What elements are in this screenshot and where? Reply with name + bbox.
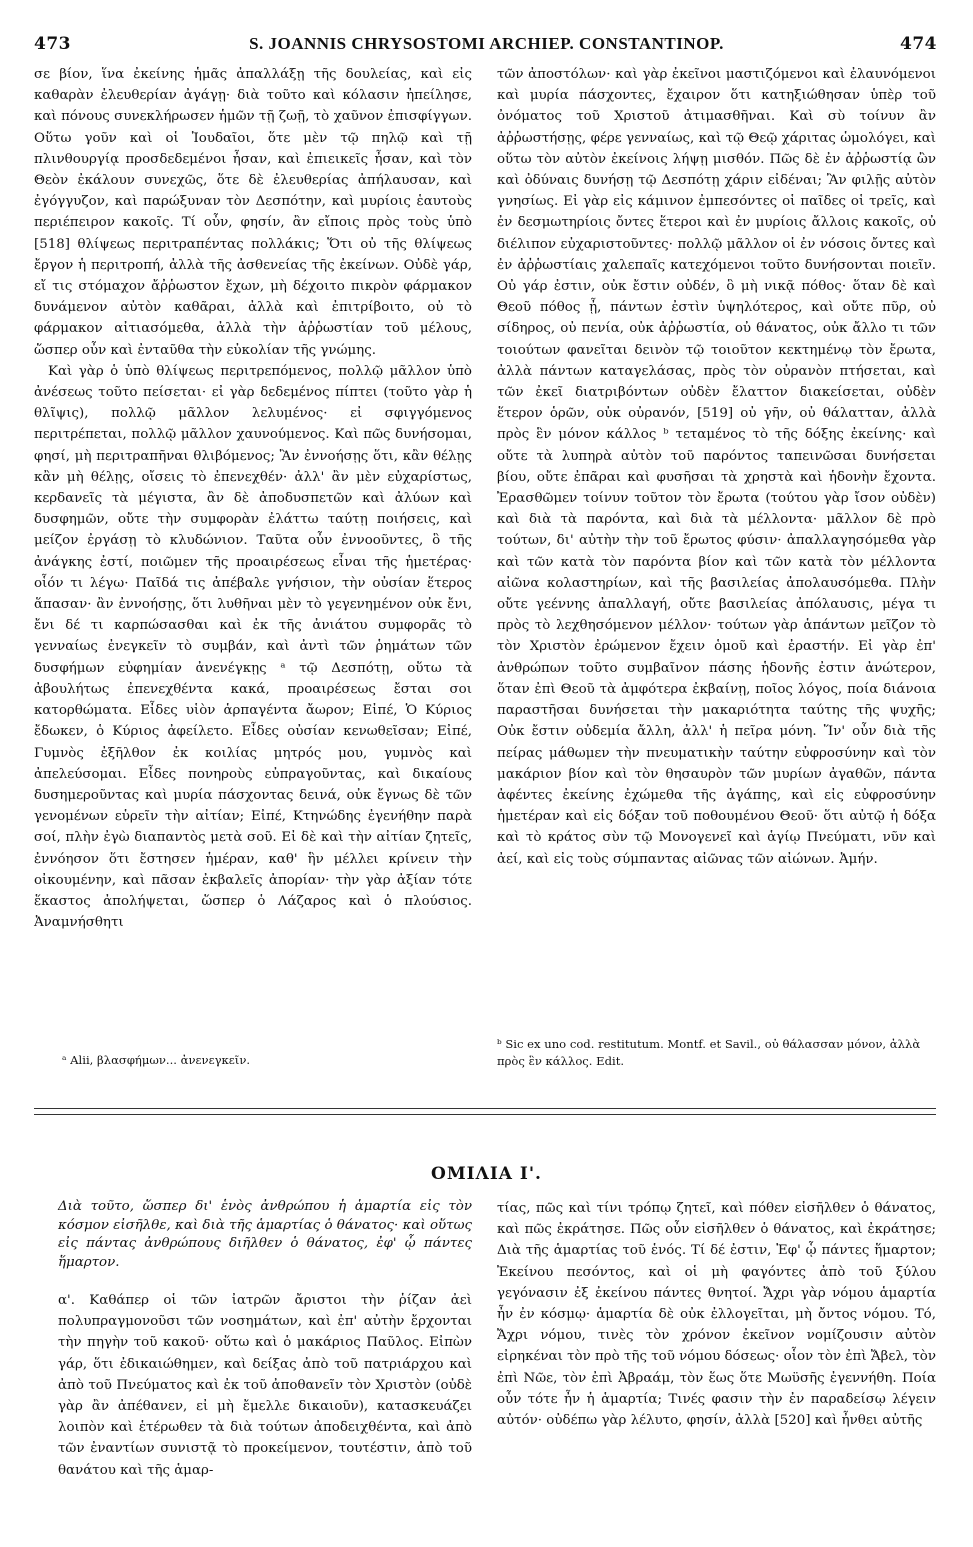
right-paragraph: τῶν ἀποστόλων· καὶ γὰρ ἐκεῖνοι μαστιζόμενοι καὶ ἐλαυνόμενοι καὶ μυρία πάσχοντες, ἔχαιρον ὅτι κατηξιώθησαν ὑπὲρ τοῦ ὀνόματος τοῦ Χριστοῦ ἀτιμασθῆναι. Καὶ σὺ τοίνυν ἂν ἀῤῥωστήσῃς, φέρε γενναίως, καὶ τῷ Θεῷ χάριτας ὡμολόγει, καὶ οὕτω τὸν αὐτὸν ἐκείνοις λήψῃ μισθόν. Πῶς δὲ ἐν ἀῤῥωστίᾳ ὢν καὶ ὀδύναις δυνήσῃ τῷ Δεσπότῃ χάριν εἰδέναι; Ἂν φιλῇς αὐτὸν γνησίως. Εἰ γὰρ εἰς κάμινον ἐμπεσόντες οἱ παῖδες οἱ τρεῖς, καὶ ἐν δεσμωτηρίοις ὄντες ἕτεροι καὶ ἐν μυρίοις ἄλλοις κακοῖς, οὐ διέλιπον εὐχαριστοῦντες· πολλῷ μᾶλλον οἱ ἐν νόσοις ὄντες καὶ ἐν ἀῤῥωστίαις χαλεπαῖς κατεχόμενοι τοῦτο δυνήσονται ποιεῖν. Οὐ γάρ ἐστιν, οὐκ ἔστιν οὐδέν, ὃ μὴ νικᾷ πόθος· ὅταν δὲ καὶ Θεοῦ πόθος ᾖ, πάντων ἐστὶν ὑψηλότερος, καὶ οὔτε πῦρ, οὐ σίδηρος, οὐ πενία, οὐκ ἀῤῥωστία, οὐ θάνατος, οὐκ ἄλλο τι τῶν τοιούτων φανεῖται δεινὸν τῷ τοιοῦτον κεκτημένῳ τὸν ἔρωτα, ἀλλὰ πάντων καταγελάσας, πρὸς τὸν οὐρανὸν πτήσεται, καὶ τῶν ἐκεῖ διατριβόντων οὐδὲν ἔλαττον διακείσεται, οὐδὲν ἕτερον ὁρῶν, οὐκ οὐρανόν, [519] οὐ γῆν, οὐ θάλατταν, ἀλλὰ πρὸς ἓν μόνον κάλλος ᵇ τεταμένος τὸ τῆς δόξης ἐκείνης· καὶ οὔτε τὰ λυπηρὰ αὐτὸν τοῦ παρόντος ταπεινῶσαι δυνήσεται βίου, οὔτε ἐπᾶραι καὶ φυσῆσαι τὰ χρηστὰ καὶ ἡδονὴν ἔχοντα. Ἐρασθῶμεν τοίνυν τοῦτον τὸν ἔρωτα (τούτου γὰρ ἴσον οὐδὲν) καὶ διὰ τὰ παρόντα, καὶ διὰ τὰ μέλλοντα· μᾶλλον δὲ πρὸ τούτων, δι' αὐτὴν τὴν τοῦ ἔρωτος φύσιν· ἀπαλλαγησόμεθα γὰρ καὶ τῶν κατὰ τὸν παρόντα βίον καὶ τῶν κατὰ τὸν μέλλοντα αἰῶνα κολαστηρίων, καὶ τῆς βασιλείας ἀπολαυσόμεθα. Πλὴν οὔτε γεέννης ἀπαλλαγή, οὔτε βασιλείας ἀπόλαυσις, μέγα τι πρὸς τὸ λεχθησόμενον μέλλον· τούτων γὰρ ἁπάντων μεῖζον τὸ τὸν Χριστὸν ἐρώμενον ἔχειν ὁμοῦ καὶ ἐραστήν. Εἰ γὰρ ἐπ' ἀνθρώπων τοῦτο συμβαῖνον πάσης ἡδονῆς ἐστιν ἀνώτερον, ὅταν ἐπὶ Θεοῦ τὰ ἀμφότερα ἐκβαίνῃ, ποῖος λόγος, ποία διάνοια παραστῆσαι δυνήσεται τὴν μακαριότητα ταύτης τῆς ψυχῆς; Οὐκ ἔστιν οὐδεμία ἄλλη, ἀλλ' ἡ πεῖρα μόνη. Ἵν' οὖν διὰ τῆς πείρας μάθωμεν τὴν πνευματικὴν ταύτην εὐφροσύνην καὶ τὸν μακάριον βίον καὶ τὸν θησαυρὸν τῶν μυρίων ἀγαθῶν, πάντα ἀφέντες ἐκείνης ἐχώμεθα τῆς ἀγάπης, καὶ εἰς εὐφροσύνην ἡμετέραν καὶ εἰς δόξαν τοῦ ποθουμένου Θεοῦ· ὅτι αὐτῷ ἡ δόξα καὶ τὸ κράτος σὺν τῷ Μονογενεῖ καὶ ἁγίῳ Πνεύματι, νῦν καὶ ἀεί, καὶ εἰς τοὺς σύμπαντας αἰῶνας τῶν αἰώνων. Ἀμήν. xyxy=(497,67,936,867)
homily-title: ΟΜΙΛΙΑ Ι'. xyxy=(431,1164,542,1184)
footnote-b: ᵇ Sic ex uno cod. restitutum. Montf. et Savil., οὐ θάλασσαν μόνον, ἀλλὰ πρὸς ἓν κάλλος. Edit. xyxy=(497,1037,921,1068)
left-column xyxy=(34,64,472,933)
homily-body-right: τίας, πῶς καὶ τίνι τρόπῳ ζητεῖ, καὶ πόθεν εἰσῆλθεν ὁ θάνατος, καὶ πῶς ἐκράτησε. Πῶς οὖν εἰσῆλθεν ὁ θάνατος, καὶ ἐκράτησε; Διὰ τῆς ἁμαρτίας τοῦ ἑνός. Τί δέ ἐστιν, Ἐφ' ᾧ πάντες ἥμαρτον; Ἐκείνου πεσόντος, καὶ οἱ μὴ φαγόντες ἀπὸ τοῦ ξύλου γεγόνασιν ἐξ ἐκείνου πάντες θνητοί. Ἄχρι γὰρ νόμου ἁμαρτία ἦν ἐν κόσμῳ· ἁμαρτία δὲ οὐκ ἐλλογεῖται, μὴ ὄντος νόμου. Τό, Ἄχρι νόμου, τινὲς τὸν χρόνον ἐκεῖνον νομίζουσιν αὐτὸν εἰρηκέναι τὸν πρὸ τῆς τοῦ νόμου δόσεως· οἷον τὸν ἐπὶ Ἄβελ, τὸν ἐπὶ Νῶε, τὸν ἐπὶ Ἀβραάμ, τὸν ἕως ὅτε Μωϋσῆς ἐγεννήθη. Ποία οὖν τότε ἦν ἡ ἁμαρτία; Τινές φασιν τὴν ἐν παραδείσῳ λέγειν αὐτόν· οὐδέπω γὰρ λέλυτο, φησίν, ἀλλὰ [520] καὶ ἦνθει αὐτῆς xyxy=(497,1201,936,1429)
page-number-left: 473 xyxy=(34,34,71,54)
homily-lemma: Διὰ τοῦτο, ὥσπερ δι' ἑνὸς ἀνθρώπου ἡ ἁμαρτία εἰς τὸν κόσμον εἰσῆλθε, καὶ διὰ τῆς ἁμαρτίας ὁ θάνατος· καὶ οὕτως εἰς πάντας ἀνθρώπους διῆλθεν ὁ θάνατος, ἐφ' ᾧ πάντες ἥμαρτον. xyxy=(58,1199,472,1270)
right-column xyxy=(497,64,936,870)
divider-rule xyxy=(34,1114,936,1115)
left-paragraph: σε βίον, ἵνα ἐκείνης ἡμᾶς ἀπαλλάξῃ τῆς δουλείας, καὶ εἰς καθαρὰν ἐλευθερίαν ἀγάγῃ· διὰ τοῦτο καὶ κόλασιν ἠπείλησε, καὶ πόνους συνεκλήρωσεν ἡμῶν τῇ ζωῇ, τὸ χαῦνον ἐπισφίγγων. Οὕτω γοῦν καὶ οἱ Ἰουδαῖοι, ὅτε μὲν τῷ πηλῷ καὶ τῇ πλινθουργίᾳ προσδεδεμένοι ἦσαν, καὶ ἐπιεικεῖς ἦσαν, καὶ τὸν Θεὸν ἐκάλουν συνεχῶς, ὅτε δὲ ἐλευθερίας ἀπήλαυσαν, καὶ ἐγόγγυζον, καὶ παρώξυναν τὸν Δεσπότην, καὶ μυρίοις ἑαυτοὺς περιέπειρον κακοῖς. Τί οὖν, φησίν, ἂν εἴποις πρὸς τοὺς ὑπὸ [518] θλίψεως περιτραπέντας πολλάκις; Ὅτι οὐ τῆς θλίψεως ἔργον ἡ περιτροπή, ἀλλὰ τῆς ἀσθενείας τῆς ἐκείνων. Οὐδὲ γάρ, εἴ τις στόμαχον ἄῤῥωστον ἔχων, μὴ δέχοιτο πικρὸν φάρμακον δυνάμενον αὐτὸν καθᾶραι, ἀλλὰ καὶ ἐπιτρίβοιτο, οὐ τὸ φάρμακον αἰτιασόμεθα, ἀλλὰ τὴν ἀῤῥωστίαν τοῦ μέλους, ὥσπερ οὖν καὶ ἐνταῦθα τὴν εὐκολίαν τῆς γνώμης. xyxy=(34,67,472,358)
left-paragraph: Καὶ γὰρ ὁ ὑπὸ θλίψεως περιτρεπόμενος, πολλῷ μᾶλλον ὑπὸ ἀνέσεως τοῦτο πείσεται· εἰ γὰρ δεδεμένος πίπτει (τοῦτο γὰρ ἡ θλῖψις), πολλῷ μᾶλλον λελυμένος· εἰ σφιγγόμενος περιτρέπεται, πολλῷ μᾶλλον χαυνούμενος. Καὶ πῶς δυνήσομαι, φησί, μὴ περιτραπῆναι θλιβόμενος; Ἂν ἐννοήσῃς ὅτι, κἂν θέλῃς κἂν μὴ θέλῃς, οἴσεις τὸ ἐπενεχθέν· ἀλλ' ἂν μὲν εὐχαρίστως, κερδανεῖς τὰ μέγιστα, ἂν δὲ ἀποδυσπετῶν καὶ ἀλύων καὶ δυσφημῶν, οὔτε τὴν συμφορὰν ἐλάττω ταύτῃ ποιήσεις, καὶ μείζον ἐργάσῃ τὸ κλυδώνιον. Ταῦτα οὖν ἐννοοῦντες, ὃ τῆς ἀνάγκης ἐστί, ποιῶμεν τῆς προαιρέσεως εἶναι τῆς ἡμετέρας· οἷόν τι λέγω· Παῖδά τις ἀπέβαλε γνήσιον, τὴν οὐσίαν ἕτερος ἅπασαν· ἂν ἐννοήσῃς, ὅτι λυθῆναι μὲν τὸ γεγενημένον οὐκ ἔνι, ἔνι δέ τι καρπώσασθαι καὶ ἐκ τῆς ἀνιάτου συμφορᾶς τὸ γενναίως ἐνεγκεῖν τὸ συμβάν, καὶ ἀντὶ τῶν ῥημάτων τῶν δυσφήμων εὐφημίαν ἀνενέγκῃς ᵃ τῷ Δεσπότῃ, οὕτω τὰ ἀβουλήτως ἐπενεχθέντα κακά, προαιρέσεως ἔσται σοι κατορθώματα. Εἶδες υἱὸν ἁρπαγέντα ἄωρον; Εἰπέ, Ὁ Κύριος ἔδωκεν, ὁ Κύριος ἀφείλετο. Εἶδες οὐσίαν κενωθεῖσαν; Εἰπέ, Γυμνὸς ἐξῆλθον ἐκ κοιλίας μητρός μου, γυμνὸς καὶ ἀπελεύσομαι. Εἶδες πονηροὺς εὐπραγοῦντας, καὶ δικαίους δυσημεροῦντας καὶ μυρία πάσχοντας δεινά, οὐκ ἔγνως δὲ τῶν γενομένων εὑρεῖν τὴν αἰτίαν; Εἰπέ, Κτηνώδης ἐγενήθην παρὰ σοί, πλὴν ἐγὼ διαπαντὸς μετὰ σοῦ. Εἰ δὲ καὶ τὴν αἰτίαν ζητεῖς, ἐννόησον ὅτι ἔστησεν ἡμέραν, καθ' ἣν μέλλει κρίνειν τὴν οἰκουμένην, καὶ πᾶσαν ἐκβαλεῖς ἀπορίαν· τὴν γὰρ ἀξίαν τότε ἕκαστος ἀπολήψεται, ὥσπερ ὁ Λάζαρος καὶ ὁ πλούσιος. Ἀναμνήσθητι xyxy=(34,363,472,931)
footnote-a: ᵃ Alii, βλασφήμων... ἀνενεγκεῖν. xyxy=(62,1053,251,1067)
homily-body-left: α'. Καθάπερ οἱ τῶν ἰατρῶν ἄριστοι τὴν ῥίζαν ἀεὶ πολυπραγμονοῦσι τῶν νοσημάτων, καὶ ἐπ' αὐτὴν ἔρχονται τὴν πηγὴν τοῦ κακοῦ· οὕτω καὶ ὁ μακάριος Παῦλος. Εἰπὼν γάρ, ὅτι ἐδικαιώθημεν, καὶ δείξας ἀπὸ τοῦ πατριάρχου καὶ ἀπὸ τοῦ Πνεύματος καὶ ἐκ τοῦ ἀποθανεῖν τὸν Χριστὸν (οὐδὲ γὰρ ἂν ἀπέθανεν, εἰ μὴ ἔμελλε δικαιοῦν), κατασκευάζει λοιπὸν καὶ ἑτέρωθεν τὰ διὰ τούτων ἀποδειχθέντα, καὶ ἀπὸ τῶν ἐναντίων συνιστᾷ τὸ προκείμενον, τουτέστιν, ἀπὸ τοῦ θανάτου καὶ τῆς ἁμαρ- xyxy=(58,1293,472,1478)
divider-rule xyxy=(34,1108,936,1109)
running-title: S. JOANNIS CHRYSOSTOMI ARCHIEP. CONSTANTINOP. xyxy=(249,34,724,53)
page-number-right: 474 xyxy=(900,34,937,54)
